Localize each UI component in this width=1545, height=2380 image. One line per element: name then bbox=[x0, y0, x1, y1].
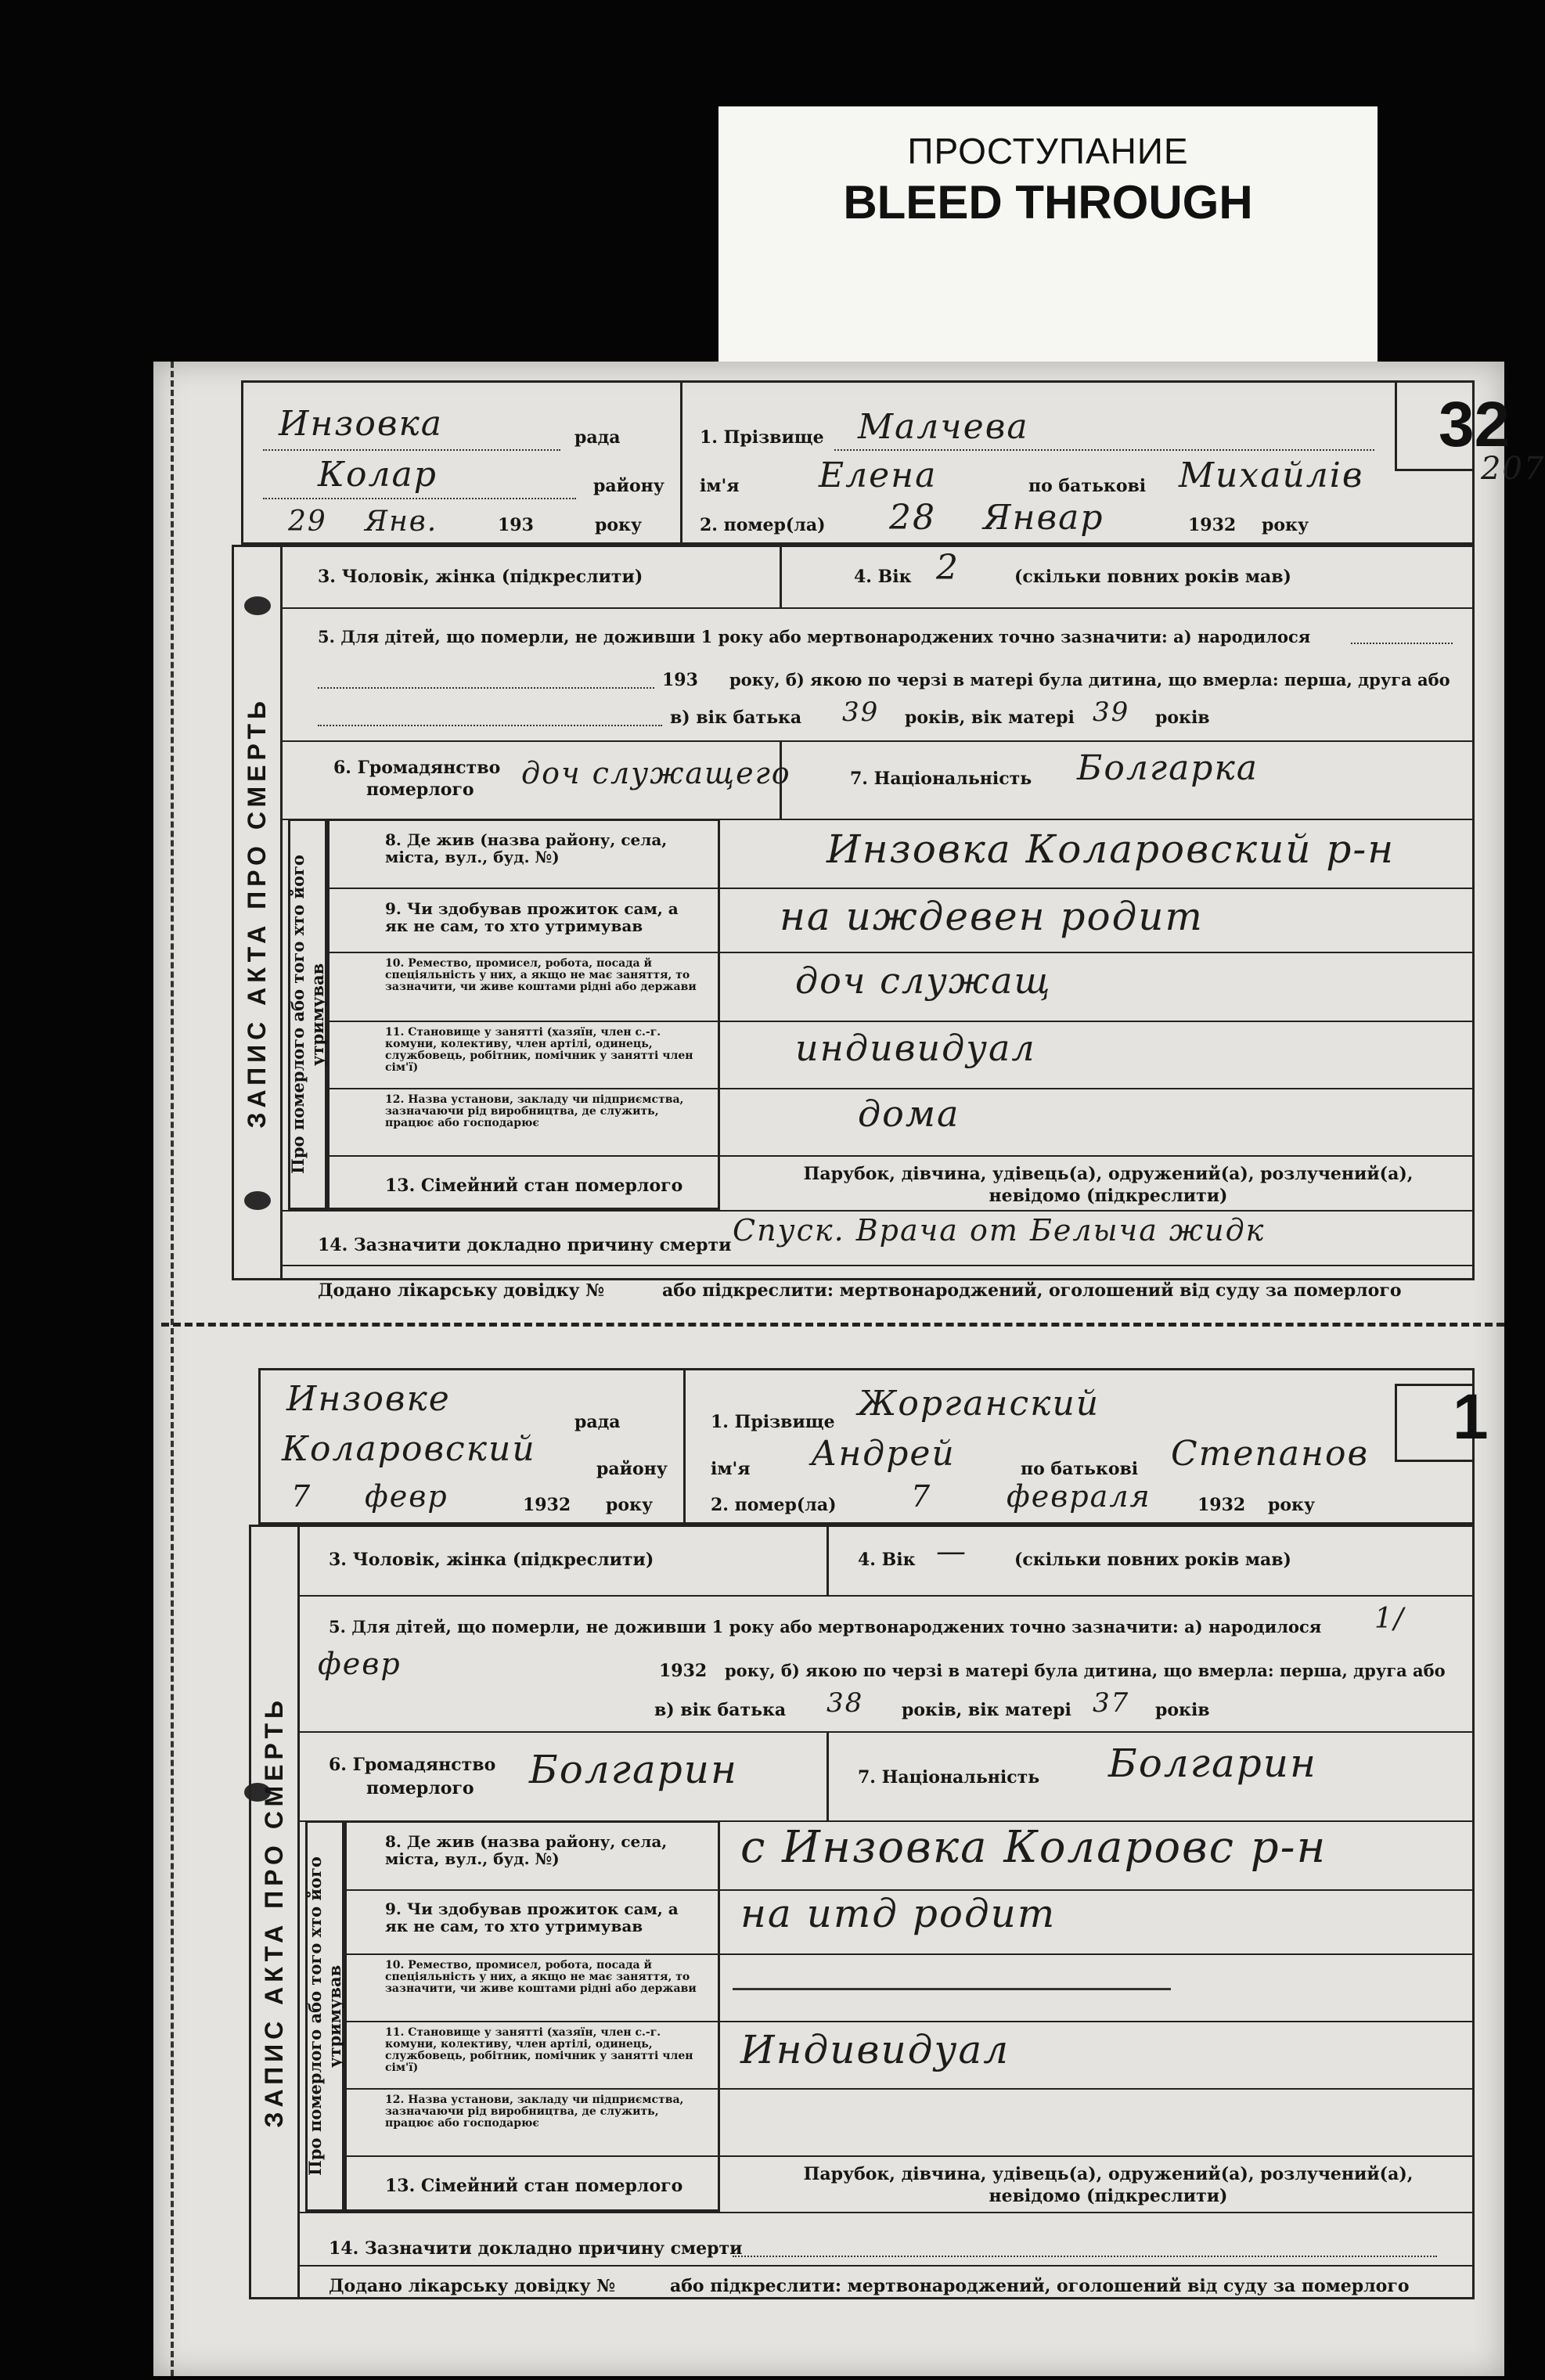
field-8: 8. Де жив (назва району, села, міста, вул., буд. №) bbox=[385, 830, 668, 866]
field-5b: року, б) якою по черзі в матері була дитина, що вмерла: перша, друга або bbox=[725, 1661, 1446, 1680]
rada-label: рада bbox=[574, 427, 621, 448]
cause-handwritten: Спуск. Врача от Белыча жидк bbox=[733, 1213, 1266, 1248]
died-label: 2. помер(ла) bbox=[711, 1495, 837, 1515]
field-6b: померлого bbox=[366, 780, 474, 800]
field-9: 9. Чи здобував прожиток сам, а як не сам, то хто утримував bbox=[385, 899, 679, 935]
f9-handwritten: на итд родит bbox=[740, 1891, 1057, 1936]
field-4-note: (скільки повних років мав) bbox=[1014, 567, 1291, 587]
field-5a: 5. Для дітей, що померли, не доживши 1 року або мертвонароджених точно зазначити: а) народилося bbox=[318, 627, 1311, 646]
bleed-through-label bbox=[718, 106, 1378, 373]
f11-handwritten: индивидуал bbox=[795, 1027, 1036, 1069]
name-handwritten: Елена bbox=[819, 455, 938, 495]
field-5e: років bbox=[1155, 708, 1210, 728]
patronymic-handwritten: Степанов bbox=[1171, 1434, 1370, 1474]
field-4: 4. Вік bbox=[854, 567, 912, 587]
died-label: 2. помер(ла) bbox=[700, 515, 826, 535]
field-13-options: Парубок, дівчина, удівець(а), одружений(а), розлучений(а), невідомо (підкреслити) bbox=[803, 1164, 1414, 1206]
field-7: 7. Національність bbox=[858, 1767, 1040, 1788]
f11-handwritten: Индивидуал bbox=[740, 2027, 1010, 2072]
mother-age: 39 bbox=[1093, 697, 1130, 728]
patronymic-label: по батькові bbox=[1028, 476, 1147, 496]
side-subtitle: Про померлого або того хто його утримував bbox=[288, 819, 327, 1210]
age-handwritten: — bbox=[936, 1534, 967, 1568]
field-13-options: Парубок, дівчина, удівець(а), одружений(а), розлучений(а), невідомо (підкреслити) bbox=[803, 2164, 1414, 2206]
birth-day: 1/ bbox=[1374, 1603, 1406, 1635]
patronymic-handwritten: Михайлів bbox=[1179, 455, 1364, 495]
name-handwritten: Андрей bbox=[811, 1434, 956, 1474]
field-12: 12. Назва установи, закладу чи підприємства, зазначаючи рід виробництва, де служить, працює або господарює bbox=[385, 1093, 684, 1129]
reg-day: 7 bbox=[291, 1479, 312, 1514]
rada-handwritten: Инзовка bbox=[279, 404, 443, 444]
name-label: ім'я bbox=[711, 1459, 751, 1479]
field-5d: років, вік матері bbox=[902, 1700, 1071, 1720]
raion-handwritten: Колар bbox=[318, 455, 438, 495]
f9-handwritten: на иждевен родит bbox=[780, 894, 1204, 939]
f8-handwritten: с Инзовка Коларовс р-н bbox=[740, 1822, 1327, 1873]
roku-label: року bbox=[595, 515, 643, 535]
field-12: 12. Назва установи, закладу чи підприємства, зазначаючи рід виробництва, де служить, працює або господарює bbox=[385, 2094, 684, 2130]
field-5c: в) вік батька bbox=[670, 708, 802, 728]
death-year: 1932 bbox=[1188, 515, 1237, 535]
death-roku: року bbox=[1268, 1495, 1316, 1515]
death-day: 7 bbox=[911, 1479, 932, 1514]
label-russian: ПРОСТУПАНИЕ bbox=[907, 131, 1189, 171]
field-6b: померлого bbox=[366, 1778, 474, 1799]
perforation-left bbox=[153, 362, 174, 2376]
reg-month: Янв. bbox=[365, 506, 438, 538]
field-8: 8. Де жив (назва району, села, міста, вул., буд. №) bbox=[385, 1832, 668, 1868]
raion-label: району bbox=[596, 1459, 668, 1479]
nationality-handwritten: Болгарка bbox=[1077, 748, 1259, 788]
surname-label: 1. Прізвище bbox=[700, 427, 824, 448]
field-14: 14. Зазначити докладно причину смерти bbox=[318, 1235, 732, 1255]
raion-label: району bbox=[593, 476, 664, 496]
field-4-note: (скільки повних років мав) bbox=[1014, 1550, 1291, 1570]
f8-handwritten: Инзовка Коларовский р-н bbox=[827, 826, 1396, 872]
side-title: ЗАПИС АКТА ПРО СМЕРТЬ bbox=[249, 1525, 297, 2299]
field-11: 11. Становище у занятті (хазяїн, член с.-г. комуни, колективу, член артілі, одинець, службовець, робітник, помічник у занятті член сім'ї) bbox=[385, 1026, 693, 1074]
field-11: 11. Становище у занятті (хазяїн, член с.-г. комуни, колективу, член артілі, одинець, службовець, робітник, помічник у занятті член сім'ї) bbox=[385, 2026, 693, 2074]
record-number: 32 bbox=[1439, 389, 1511, 460]
field-9: 9. Чи здобував прожиток сам, а як не сам, то хто утримував bbox=[385, 1899, 679, 1935]
record-1 bbox=[232, 380, 1545, 1301]
field-6: 6. Громадянство bbox=[329, 1755, 496, 1775]
label-english: BLEED THROUGH bbox=[843, 176, 1253, 229]
field-13: 13. Сімейний стан померлого bbox=[385, 1176, 683, 1196]
abo-text: або підкреслити: мертвонароджений, оголошений від суду за померлого bbox=[670, 2276, 1410, 2296]
field-5-year: 1932 bbox=[659, 1661, 708, 1681]
reg-year: 1932 bbox=[523, 1495, 571, 1515]
surname-handwritten: Жорганский bbox=[858, 1384, 1100, 1424]
field-7: 7. Національність bbox=[850, 769, 1032, 789]
patronymic-label: по батькові bbox=[1021, 1459, 1139, 1479]
record-number-extra: 207 bbox=[1481, 451, 1545, 487]
reg-year: 193 bbox=[498, 515, 534, 535]
death-year: 1932 bbox=[1197, 1495, 1246, 1515]
field-5e: років bbox=[1155, 1700, 1210, 1720]
father-age: 38 bbox=[827, 1687, 864, 1719]
field-14: 14. Зазначити докладно причину смерти bbox=[329, 2238, 743, 2259]
field-5d: років, вік матері bbox=[905, 708, 1075, 728]
mother-age: 37 bbox=[1093, 1687, 1130, 1719]
abo-text: або підкреслити: мертвонароджений, оголошений від суду за померлого bbox=[662, 1280, 1402, 1301]
field-5-year: 193 bbox=[662, 670, 698, 690]
field-5b: року, б) якою по черзі в матері була дитина, що вмерла: перша, друга або bbox=[729, 670, 1450, 690]
death-roku: року bbox=[1262, 515, 1309, 535]
nationality-handwritten: Болгарин bbox=[1108, 1741, 1317, 1786]
field-5a: 5. Для дітей, що померли, не доживши 1 року або мертвонароджених точно зазначити: а) народилося bbox=[329, 1617, 1322, 1636]
father-age: 39 bbox=[842, 697, 880, 728]
rada-label: рада bbox=[574, 1412, 621, 1432]
reg-month: февр bbox=[365, 1479, 448, 1514]
field-10: 10. Ремество, промисел, робота, посада й спеціяльність у них, а якщо не має заняття, то зазначити, чи живе коштами рідні або держави bbox=[385, 957, 697, 993]
age-handwritten: 2 bbox=[936, 548, 960, 588]
field-3: 3. Чоловік, жінка (підкреслити) bbox=[329, 1550, 654, 1570]
surname-handwritten: Малчева bbox=[858, 407, 1029, 447]
field-4: 4. Вік bbox=[858, 1550, 916, 1570]
citizenship-handwritten: Болгарин bbox=[529, 1747, 738, 1792]
field-5c: в) вік батька bbox=[654, 1700, 787, 1720]
surname-label: 1. Прізвище bbox=[711, 1412, 835, 1432]
field-10: 10. Ремество, промисел, робота, посада й спеціяльність у них, а якщо не має заняття, то зазначити, чи живе коштами рідні або держави bbox=[385, 1959, 697, 1995]
f10-handwritten: доч служащ bbox=[795, 960, 1052, 1002]
field-6: 6. Громадянство bbox=[333, 758, 501, 778]
roku-label: року bbox=[606, 1495, 654, 1515]
field-3: 3. Чоловік, жінка (підкреслити) bbox=[318, 567, 643, 587]
death-month: февраля bbox=[1007, 1479, 1151, 1514]
tear-line bbox=[161, 1323, 1504, 1327]
field-13: 13. Сімейний стан померлого bbox=[385, 2176, 683, 2196]
birth-month: февр bbox=[318, 1647, 402, 1681]
side-title: ЗАПИС АКТА ПРО СМЕРТЬ bbox=[232, 545, 280, 1280]
dodano-label: Додано лікарську довідку № bbox=[329, 2276, 616, 2296]
dodano-label: Додано лікарську довідку № bbox=[318, 1280, 605, 1301]
citizenship-handwritten: доч служащего bbox=[521, 756, 791, 790]
f12-handwritten: дома bbox=[858, 1093, 960, 1135]
death-month: Январ bbox=[983, 498, 1104, 538]
record-2 bbox=[232, 1368, 1489, 2299]
raion-handwritten: Коларовский bbox=[282, 1429, 536, 1469]
death-record-sheet bbox=[153, 362, 1545, 2376]
death-day: 28 bbox=[889, 498, 936, 538]
record-number: 1 bbox=[1453, 1381, 1489, 1453]
name-label: ім'я bbox=[700, 476, 740, 496]
f10-dash bbox=[733, 1988, 1171, 1990]
reg-day: 29 bbox=[288, 506, 327, 538]
rada-handwritten: Инзовке bbox=[286, 1379, 451, 1419]
side-subtitle: Про померлого або того хто його утримував bbox=[305, 1820, 344, 2212]
